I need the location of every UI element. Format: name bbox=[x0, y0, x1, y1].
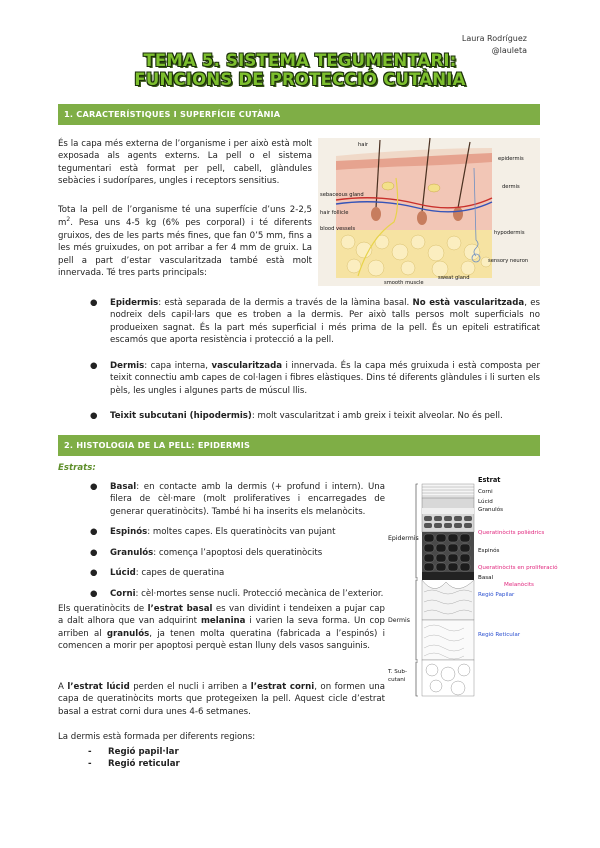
fig-label-lucid: Lúcid bbox=[478, 499, 493, 505]
intro-paragraph: És la capa més externa de l’organisme i per això està molt exposada als agents externs. La pell o el sistema tegumentari està format per pell, cabell, glàndules sebàcies i sudorípares, ungles i receptors sensitius. bbox=[58, 139, 312, 187]
fig-label-regio-reticular: Regió Reticular bbox=[478, 632, 521, 638]
strata-label: Estrats: bbox=[58, 463, 96, 473]
fig-label-t-sub: T. Sub- bbox=[388, 669, 407, 675]
fig-label-regio-papilar: Regió Papilar bbox=[478, 592, 515, 598]
author-handle: @lauleta bbox=[491, 46, 527, 56]
fig-label-dermis: Dermis bbox=[388, 617, 410, 624]
title-line-2: FUNCIONS DE PROTECCIÓ CUTÀNIA bbox=[134, 69, 466, 89]
fig-label-dermis: dermis bbox=[502, 184, 520, 190]
list-item: ● Espinós: moltes capes. Els queratinòcits van pujant bbox=[90, 527, 336, 538]
fig-label-basal: Basal bbox=[478, 575, 494, 581]
fig-label-querat-prolif: Queratinòcits en proliferació bbox=[478, 565, 558, 571]
fig-label-granulos: Granulós bbox=[478, 507, 504, 513]
fig-label-melanocits: Melanòcits bbox=[504, 582, 534, 588]
section-1-heading: 1. CARACTERÍSTIQUES I SUPERFÍCIE CUTÀNIA bbox=[58, 104, 540, 125]
fig-label-sensory-neuron: sensory neuron bbox=[488, 258, 529, 264]
list-item: ● Dermis: capa interna, vascularitzada i innervada. És la capa més gruixuda i està composta per teixit connectiu amb capes de col·lagen i fibres elàstiques. Dins té diferents glàndules i li surten els pèls, les ungles i algunes parts de múscul llis. bbox=[90, 360, 540, 396]
lucid-paragraph: A l’estrat lúcid perden el nucli i arriben a l’estrat corni, on formen una capa de queratinòcits morts que protegeixen la pell. Aquest cicle d’estrat basal a estrat corni dura unes 4-6 setmanes. bbox=[58, 682, 385, 717]
list-item: ● Granulós: comença l’apoptosi dels queratinòcits bbox=[90, 547, 323, 558]
section-2-heading: 2. HISTOLOGIA DE LA PELL: EPIDERMIS bbox=[58, 435, 540, 456]
fig-label-hair-follicle: hair follicle bbox=[320, 210, 349, 216]
list-item: ● Lúcid: capes de queratina bbox=[90, 568, 225, 579]
epidermis-strata-figure bbox=[388, 470, 558, 702]
fig-label-sebaceous: sebaceous gland bbox=[320, 192, 364, 198]
keratinocyte-paragraph: Els queratinòcits de l’estrat basal es van dividint i tendeixen a pujar cap a dalt alhora que van adquirint melanina i varien la seva forma. Un cop arriben al granulós, ja tenen molta queratina (fabricada a l’espinós) i comencen a morir per apoptosi perquè estan lluny dels vasos sanguinis. bbox=[58, 604, 385, 652]
surface-paragraph bbox=[58, 204, 312, 280]
fig-label-smooth-muscle: smooth muscle bbox=[384, 280, 424, 286]
fig-label-hair: hair bbox=[358, 142, 369, 148]
fig-label-cutani: cutani bbox=[388, 677, 406, 683]
fig-label-sweat-gland: sweat gland bbox=[438, 275, 470, 281]
fig-label-corni: Corni bbox=[478, 489, 493, 495]
page-title bbox=[0, 52, 600, 90]
strata-list bbox=[90, 481, 385, 608]
list-item: ● Basal: en contacte amb la dermis (+ profund i intern). Una filera de cèl·mare (molt proliferatives i encarregades de generar queratinòcits). També hi ha inserits els melanòcits. bbox=[90, 482, 385, 517]
fig-label-hypodermis: hypodermis bbox=[494, 230, 525, 236]
author-name: Laura Rodríguez bbox=[461, 34, 527, 43]
list-item: - Regió reticular bbox=[88, 759, 180, 770]
surface-superscript: 2 bbox=[66, 216, 71, 224]
dermis-regions-list bbox=[88, 746, 180, 771]
surface-text-b: . Pesa uns 4-5 kg (6% pes corporal) i té diferents gruixos, des de les parts més fines, que fan 0’5 mm, fins a les més gruixudes, on pot arribar a fer 4 mm de gruix. La pell a part d’estar vascularitzada també està molt innervada. Té tres parts principals: bbox=[58, 218, 312, 279]
skin-cross-section-figure bbox=[318, 138, 540, 286]
list-item: ● Teixit subcutani (hipodermis): molt vascularitzat i amb greix i teixit alveolar. No és pell. bbox=[90, 411, 503, 422]
list-item: - Regió papil·lar bbox=[88, 747, 179, 757]
fig-label-epidermis: epidermis bbox=[498, 156, 524, 162]
skin-layers-list bbox=[90, 297, 540, 436]
title-line-1: TEMA 5. SISTEMA TEGUMENTARI: bbox=[143, 51, 457, 70]
list-item: ● Epidermis: està separada de la dermis a través de la làmina basal. No està vascularitzada, es nodreix dels capil·lars que es troben a la dermis. Per això talls persos molt superficials no produeixen sagnat. És la part més superficial i més prima de la pell. És un epiteli estratificat escamós que aporta resistència i protecció a la pell. bbox=[90, 298, 541, 346]
fig-label-querat-poliedrics: Queratinòcits polièdrics bbox=[478, 530, 545, 536]
fig-label-estrat: Estrat bbox=[478, 476, 501, 484]
list-item: ● Corni: cèl·mortes sense nucli. Protecció mecànica de l’exterior. bbox=[90, 588, 384, 599]
dermis-regions-intro: La dermis està formada per diferents regions: bbox=[58, 732, 256, 742]
fig-label-epidermis: Epidermis bbox=[388, 535, 419, 542]
fig-label-blood-vessels: blood vessels bbox=[320, 226, 356, 232]
surface-text-a: Tota la pell de l’organisme té una superfície d’uns 2-2,5 m bbox=[58, 205, 312, 229]
fig-label-espinos: Espinós bbox=[478, 548, 500, 554]
